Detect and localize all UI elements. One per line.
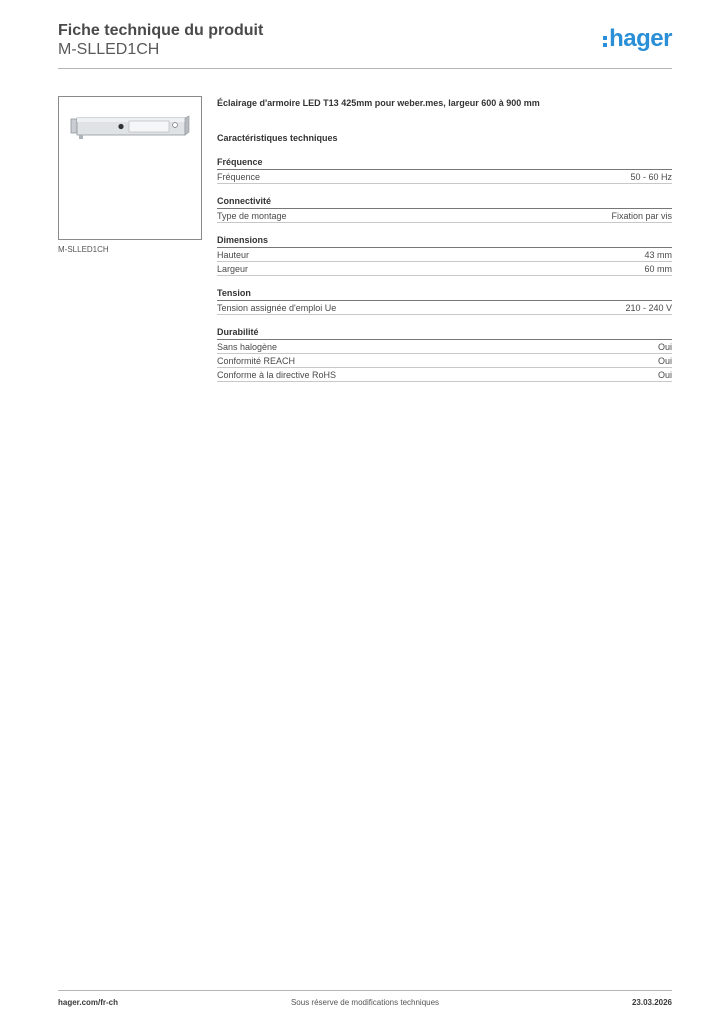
spec-section-durability — [217, 326, 672, 382]
spec-section-connectivity — [217, 195, 672, 223]
product-reference: M-SLLED1CH — [58, 41, 160, 58]
specs-heading: Caractéristiques techniques — [217, 133, 338, 143]
spec-row — [217, 340, 672, 354]
document-title: Fiche technique du produit — [58, 22, 264, 39]
product-image-caption: M-SLLED1CH — [58, 245, 109, 254]
spec-value: Fixation par vis — [611, 211, 672, 221]
product-image-frame — [58, 96, 202, 240]
spec-value: 60 mm — [644, 264, 672, 274]
section-title: Fréquence — [217, 156, 672, 170]
spec-row — [217, 262, 672, 276]
spec-row — [217, 170, 672, 184]
spec-label: Sans halogène — [217, 342, 278, 352]
section-title: Dimensions — [217, 234, 672, 248]
section-title: Durabilité — [217, 326, 672, 340]
website-link[interactable]: hager.com/fr-ch — [58, 998, 119, 1007]
spec-label: Conformité REACH — [217, 356, 296, 366]
spec-value: 50 - 60 Hz — [630, 172, 672, 182]
section-title: Tension — [217, 287, 672, 301]
spec-row — [217, 248, 672, 262]
spec-row — [217, 301, 672, 315]
product-description: Éclairage d'armoire LED T13 425mm pour weber.mes, largeur 600 à 900 mm — [217, 98, 540, 108]
spec-label: Hauteur — [217, 250, 250, 260]
footer-notice: Sous réserve de modifications techniques — [290, 998, 440, 1007]
spec-value: Oui — [657, 342, 672, 352]
spec-section-dimensions — [217, 234, 672, 276]
spec-label: Fréquence — [217, 172, 261, 182]
spec-row — [217, 368, 672, 382]
spec-label: Tension assignée d'emploi Ue — [217, 303, 337, 313]
spec-section-frequency — [217, 156, 672, 184]
spec-row — [217, 209, 672, 223]
page-header — [58, 20, 672, 69]
product-details — [217, 96, 672, 382]
spec-section-voltage — [217, 287, 672, 315]
spec-label: Conforme à la directive RoHS — [217, 370, 337, 380]
page-footer — [58, 990, 672, 1011]
spec-value: Oui — [657, 370, 672, 380]
logo-text: hager — [609, 25, 672, 52]
spec-value: 210 - 240 V — [625, 303, 672, 313]
document-date: 23.03.2026 — [631, 998, 672, 1007]
spec-label: Largeur — [217, 264, 249, 274]
spec-label: Type de montage — [217, 211, 287, 221]
spec-row — [217, 354, 672, 368]
spec-value: Oui — [657, 356, 672, 366]
logo-mark-icon — [603, 36, 607, 47]
led-cabinet-light-image — [69, 107, 191, 147]
section-title: Connectivité — [217, 195, 672, 209]
hager-logo[interactable] — [603, 25, 672, 53]
spec-value: 43 mm — [644, 250, 672, 260]
